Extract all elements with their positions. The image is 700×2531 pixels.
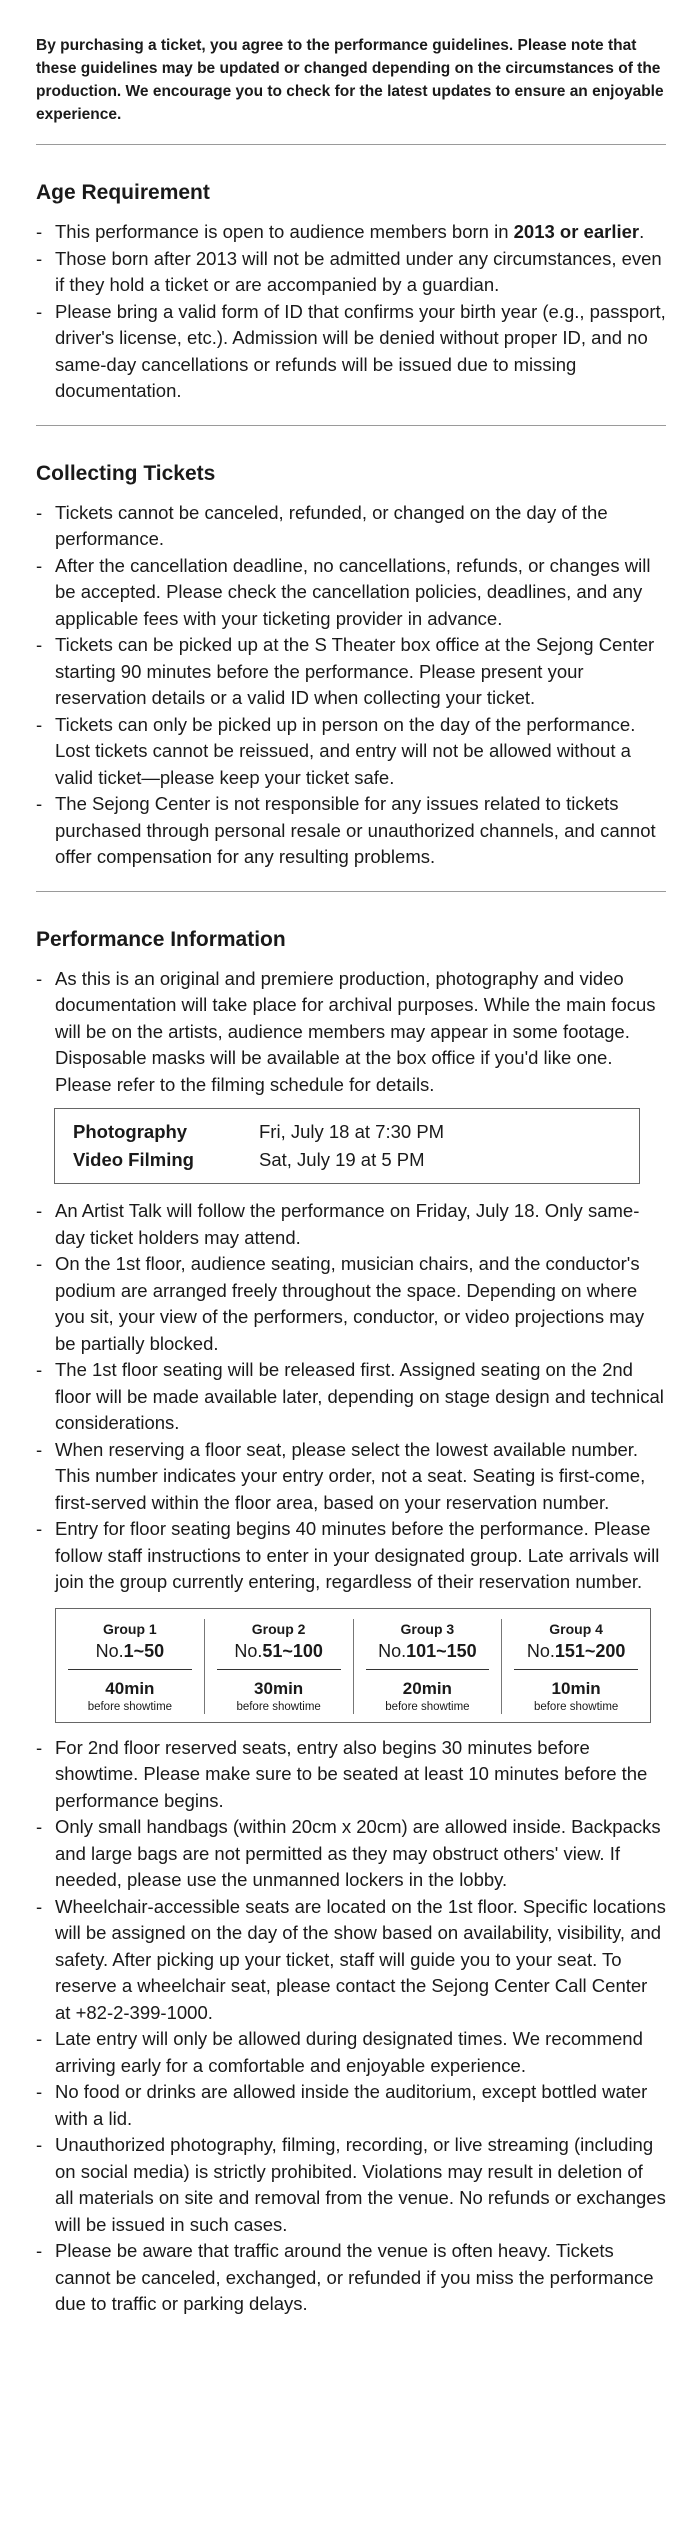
group-number-range [217,1639,341,1670]
list-item: - Tickets cannot be canceled, refunded, or changed on the day of the performance. [36,500,666,553]
group-number-prefix: No. [234,1640,263,1661]
group-name: Group 4 [549,1620,603,1637]
list-item: - Please bring a valid form of ID that confirms your birth year (e.g., passport, driver's license, etc.). Admission will be denied without proper ID, and no same-day cancellations or refunds will be issued due to missing documentation. [36,299,666,405]
list-item-text: . [639,221,645,242]
list-item: - The 1st floor seating will be released first. Assigned seating on the 2nd floor will be made available later, depending on stage design and technical considerations. [36,1357,666,1437]
group-name: Group 1 [103,1620,157,1637]
group-entry-time: 10min [551,1678,601,1698]
video-filming-label: Video Filming [73,1149,194,1170]
list-item: - Only small handbags (within 20cm x 20cm) are allowed inside. Backpacks and large bags are not permitted as they may obstruct others' view. If needed, please use the unmanned lockers in the lobby. [36,1814,666,1894]
photography-date: Fri, July 18 at 7:30 PM [259,1121,445,1142]
list-item: - No food or drinks are allowed inside the auditorium, except bottled water with a lid. [36,2079,666,2132]
performance-information-list [36,966,666,1099]
group-range-value: 1~50 [123,1640,165,1661]
group-number-prefix: No. [378,1640,407,1661]
list-item: - For 2nd floor reserved seats, entry also begins 30 minutes before showtime. Please make sure to be seated at least 10 minutes before the performance begins. [36,1735,666,1815]
group-name: Group 2 [251,1620,306,1637]
entry-group-2 [205,1619,354,1714]
entry-group-3 [354,1619,503,1714]
collecting-tickets-section [36,426,666,892]
photography-label: Photography [73,1121,188,1142]
group-number-prefix: No. [526,1640,555,1661]
table-row [73,1147,621,1173]
group-name: Group 3 [400,1620,455,1637]
age-requirement-heading: Age Requirement [36,181,210,204]
age-requirement-section [36,145,666,426]
list-item [36,219,666,246]
group-range-value: 51~100 [262,1640,323,1661]
group-range-value: 101~150 [406,1640,477,1661]
group-number-prefix: No. [95,1640,124,1661]
age-requirement-list [36,219,666,405]
list-item: - The Sejong Center is not responsible for any issues related to tickets purchased through personal resale or unauthorized channels, and cannot offer compensation for any resulting problems. [36,791,666,871]
intro-notice: By purchasing a ticket, you agree to the performance guidelines. Please note that these guidelines may be updated or changed depending on the circumstances of the production. We encourage you to check for the latest updates to ensure an enjoyable experience. [36,34,666,145]
group-entry-note: before showtime [533,1700,619,1713]
performance-information-list-mid [36,1198,666,1596]
group-entry-time: 40min [105,1678,155,1698]
group-number-range [514,1639,638,1670]
list-item: - After the cancellation deadline, no cancellations, refunds, or changes will be accepted. Please check the cancellation policies, deadlines, and any applicable fees with your ticketing provider in advance. [36,553,666,633]
group-range-value: 151~200 [554,1640,626,1661]
list-item: - An Artist Talk will follow the performance on Friday, July 18. Only same-day ticket holders may attend. [36,1198,666,1251]
list-item-text: This performance is open to audience members born in [55,221,514,242]
list-item: - Unauthorized photography, filming, recording, or live streaming (including on social media) is strictly prohibited. Violations may result in deletion of all materials on site and removal from the venue. No refunds or exchanges will be issued in such cases. [36,2132,666,2238]
table-row [73,1119,621,1145]
group-number-range [366,1639,490,1670]
group-entry-time: 30min [254,1678,304,1698]
collecting-tickets-heading: Collecting Tickets [36,461,216,485]
group-entry-note: before showtime [385,1700,470,1713]
performance-information-list-end [36,1735,666,2318]
entry-group-4 [502,1619,650,1714]
entry-groups-table [55,1608,651,1723]
collecting-tickets-list [36,500,666,871]
birth-year-emphasis: 2013 or earlier [513,221,640,242]
list-item: - Wheelchair-accessible seats are located on the 1st floor. Specific locations will be assigned on the day of the show based on availability, visibility, and safety. After picking up your ticket, staff will guide you to your seat. To reserve a wheelchair seat, please contact the Sejong Center Call Center at +82-2-399-1000. [36,1894,666,2027]
video-filming-date: Sat, July 19 at 5 PM [259,1149,425,1170]
list-item: - Tickets can be picked up at the S Theater box office at the Sejong Center starting 90 minutes before the performance. Please present your reservation details or a valid ID when collecting your ticket. [36,632,666,712]
group-entry-time: 20min [402,1678,452,1698]
performance-information-section [36,892,666,2338]
group-number-range [68,1639,192,1670]
group-entry-note: before showtime [87,1700,173,1713]
performance-information-heading: Performance Information [36,927,286,951]
filming-schedule-table [54,1108,640,1184]
list-item: - Late entry will only be allowed during designated times. We recommend arriving early for a comfortable and enjoyable experience. [36,2026,666,2079]
group-entry-note: before showtime [236,1700,321,1713]
list-item: - As this is an original and premiere production, photography and video documentation will take place for archival purposes. While the main focus will be on the artists, audience members may appear in some footage. Disposable masks will be available at the box office if you'd like one. Please refer to the filming schedule for details. [36,966,666,1099]
entry-group-1 [56,1619,205,1714]
list-item: - Entry for floor seating begins 40 minutes before the performance. Please follow staff instructions to enter in your designated group. Late arrivals will join the group currently entering, regardless of their reservation number. [36,1516,666,1596]
list-item: - When reserving a floor seat, please select the lowest available number. This number indicates your entry order, not a seat. Seating is first-come, first-served within the floor area, based on your reservation number. [36,1437,666,1517]
list-item: - On the 1st floor, audience seating, musician chairs, and the conductor's podium are arranged freely throughout the space. Depending on where you sit, your view of the performers, conductor, or video projections may be partially blocked. [36,1251,666,1357]
list-item: - Please be aware that traffic around the venue is often heavy. Tickets cannot be canceled, exchanged, or refunded if you miss the performance due to traffic or parking delays. [36,2238,666,2318]
list-item: - Tickets can only be picked up in person on the day of the performance. Lost tickets cannot be reissued, and entry will not be allowed without a valid ticket—please keep your ticket safe. [36,712,666,792]
list-item: - Those born after 2013 will not be admitted under any circumstances, even if they hold a ticket or are accompanied by a guardian. [36,246,666,299]
